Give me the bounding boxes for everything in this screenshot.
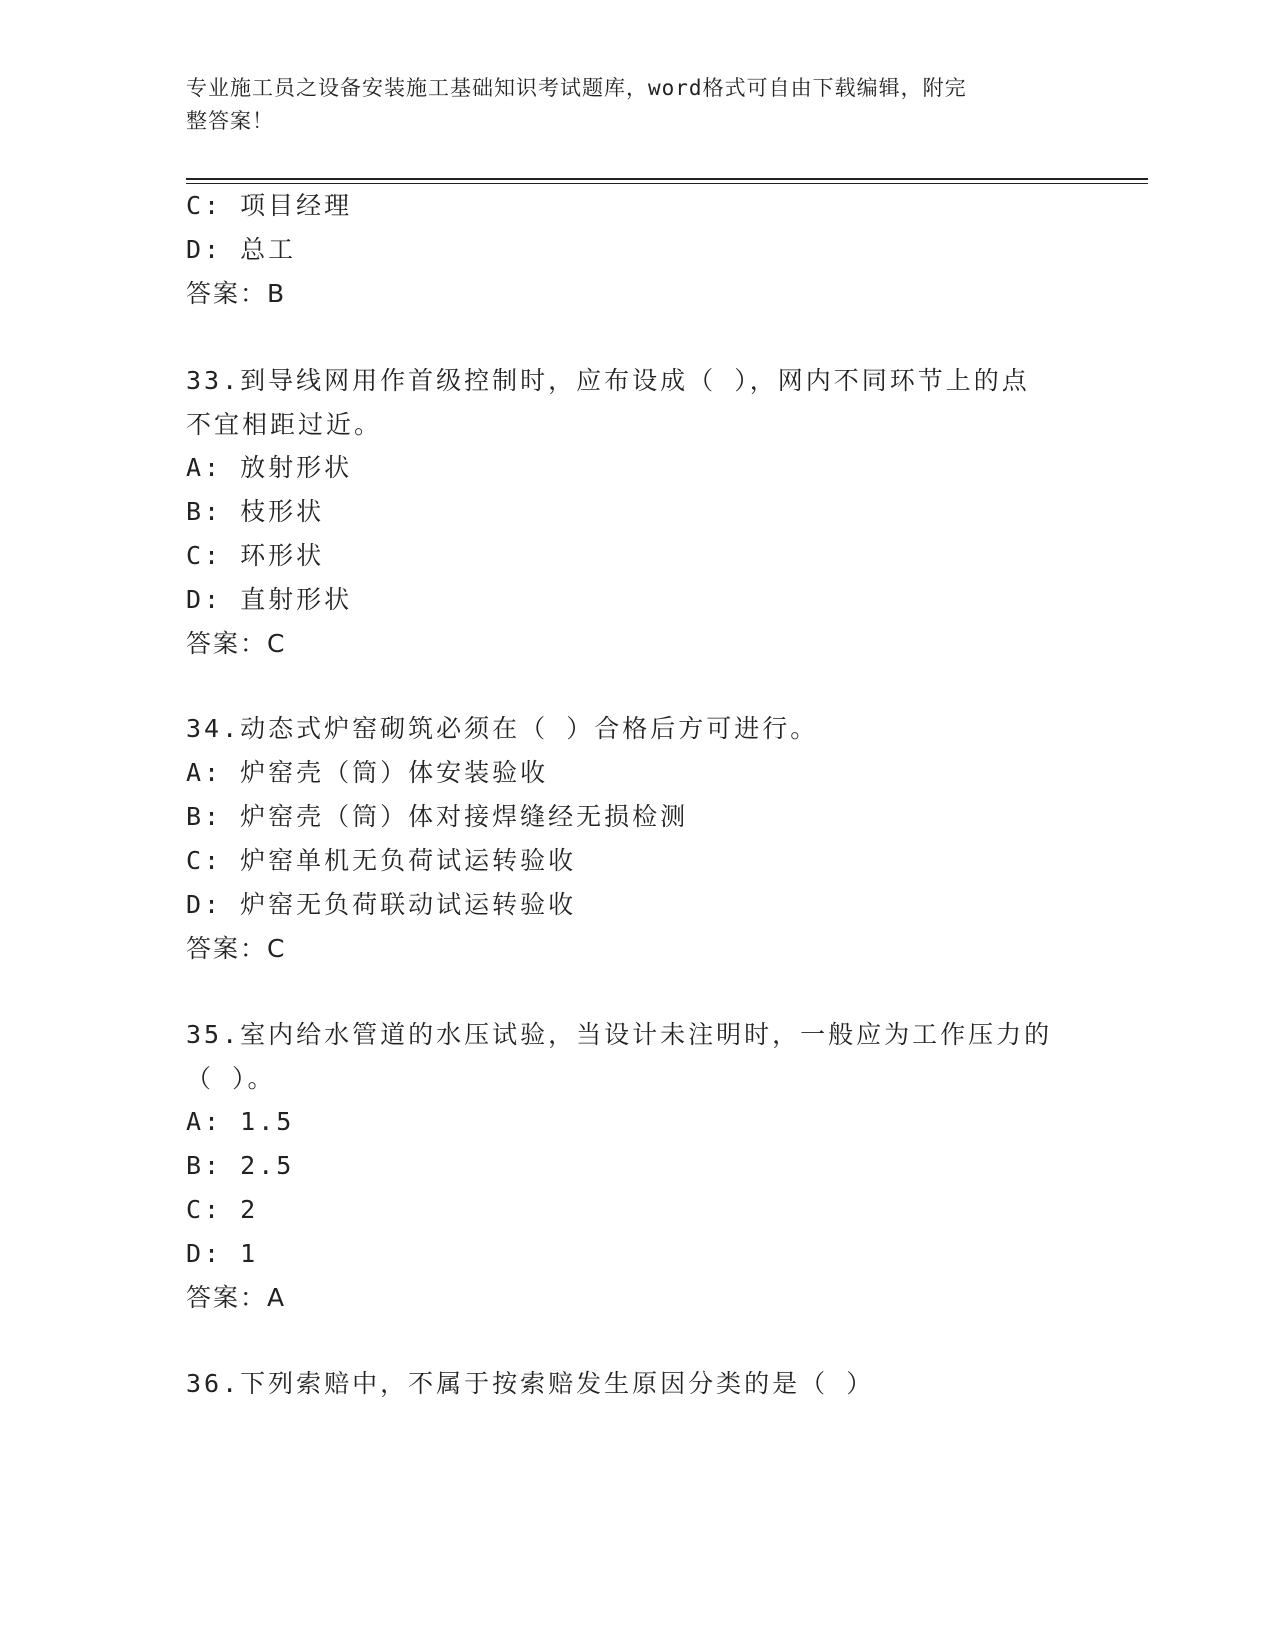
q33-stem-line-2: 不宜相距过近。 [186,410,383,439]
q35-option-a: A: 1.5 [186,1107,295,1136]
q34-option-a: A: 炉窑壳（筒）体安装验收 [186,758,549,787]
q35-option-c: C: 2 [186,1195,259,1224]
q35-option-d: D: 1 [186,1239,259,1268]
header-line-2: 整答案！ [186,109,274,133]
header-divider-thick [186,178,1148,180]
q34-option-d: D: 炉窑无负荷联动试运转验收 [186,890,577,919]
q35-stem-line-2: （ ）。 [186,1064,276,1093]
q35-stem-line-1: 35.室内给水管道的水压试验，当设计未注明时，一般应为工作压力的 [186,1020,1053,1049]
q33-answer: 答案：C [186,629,287,658]
q36-stem-line-1: 36.下列索赔中，不属于按索赔发生原因分类的是（ ） [186,1369,875,1398]
q33-option-d: D: 直射形状 [186,585,353,614]
q34-stem-line-1: 34.动态式炉窑砌筑必须在（ ）合格后方可进行。 [186,714,819,743]
header-line-1: 专业施工员之设备安装施工基础知识考试题库，word格式可自由下载编辑，附完 [186,76,967,100]
q33-stem-line-1: 33.到导线网用作首级控制时，应布设成（ ），网内不同环节上的点 [186,366,1030,395]
document-header [186,72,1066,138]
q34-option-c: C: 炉窑单机无负荷试运转验收 [186,846,577,875]
q32-answer: 答案：B [186,279,287,308]
q35-option-b: B: 2.5 [186,1151,295,1180]
q33-option-b: B: 枝形状 [186,497,325,526]
q34-option-b: B: 炉窑壳（筒）体对接焊缝经无损检测 [186,802,689,831]
q34-answer: 答案：C [186,934,287,963]
q33-option-c: C: 环形状 [186,541,325,570]
q33-option-a: A: 放射形状 [186,453,353,482]
q35-answer: 答案：A [186,1283,287,1312]
q32-option-d: D: 总工 [186,235,297,264]
header-divider-thin [186,183,1148,184]
q32-option-c: C: 项目经理 [186,191,353,220]
